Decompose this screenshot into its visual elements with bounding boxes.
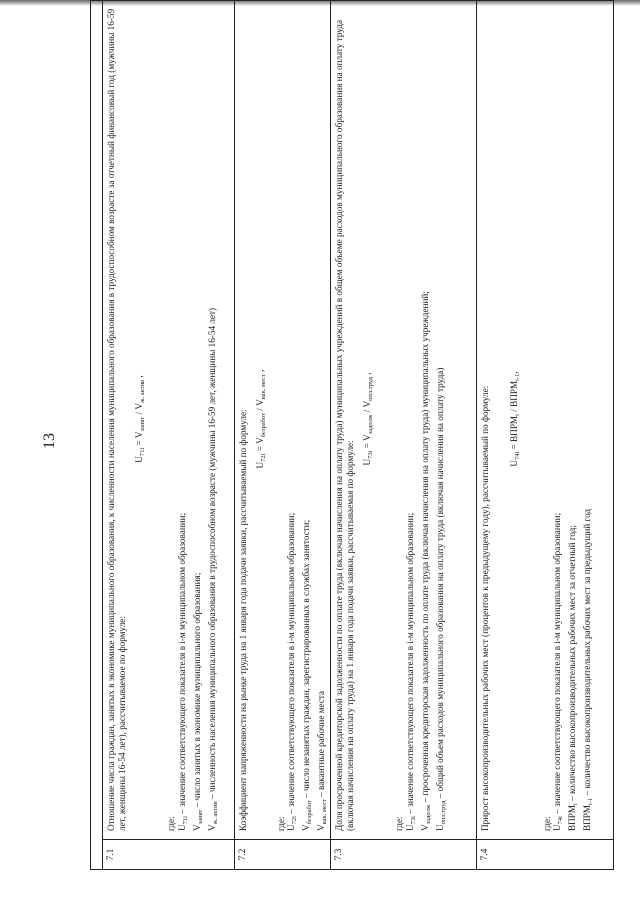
where-label: где: bbox=[275, 816, 286, 831]
definition: $ВПРМ_{i-1}$ – количество высокопроизводительных рабочих мест за предыдущий год bbox=[581, 508, 594, 831]
row-content bbox=[238, 7, 331, 831]
definition: $U_{72i}$ – значение соответствующего показателя в i-м муниципальном образовании; bbox=[286, 512, 299, 831]
formula: $U_{73i} = V_{задолж} / V_{опл.труд}$ , bbox=[361, 372, 374, 466]
row-content bbox=[106, 7, 222, 831]
table-row-7-3 bbox=[331, 1, 477, 869]
definition: $ВПРМ_i$ – количество высокопроизводительных рабочих мест за отчетный год; bbox=[567, 525, 580, 831]
definition: $U_{опл.труд}$ – общий объем расходов муниципального образования на оплату труда (включая начисления на оплату труда) bbox=[434, 367, 447, 831]
table-row-7-2 bbox=[235, 1, 331, 869]
rotated-page-content bbox=[90, 0, 640, 870]
row-number: 7.3 bbox=[331, 839, 476, 869]
indicator-description: Коэффициент напряженности на рынке труда на 1 января года подачи заявки, рассчитываемый по формуле: bbox=[238, 409, 248, 831]
where-label: где: bbox=[166, 816, 177, 831]
row-number: 7.4 bbox=[477, 839, 613, 869]
definition: $U_{73i}$ – значение соответствующего показателя в i-м муниципальном образовании; bbox=[405, 512, 418, 831]
row-content bbox=[480, 7, 597, 831]
table-row-7-1 bbox=[103, 1, 235, 869]
row-content bbox=[334, 7, 450, 831]
definition: $U_{74i}$ – значение соответствующего показателя в i-м муниципальном образовании; bbox=[552, 512, 565, 831]
definition: $V_{занят}$ – число занятых в экономике муниципального образования; bbox=[191, 572, 204, 831]
definition: $V_{ж. актив}$ – численность населения муниципального образования в трудоспособном возрасте (мужчины 16-59 лет, женщины 16-54 лет) bbox=[206, 307, 219, 831]
indicator-description: Прирост высокопроизводительных рабочих мест (процентов к предыдущему году), рассчитываемый по формуле: bbox=[480, 385, 490, 831]
row-number: 7.1 bbox=[103, 839, 234, 869]
definition: $V_{безработ}$ – число незанятых граждан, зарегистрированных в службах занятости; bbox=[301, 519, 314, 831]
table-top-strip bbox=[91, 1, 103, 869]
formula: $U_{71i} = V_{занят} / V_{ж. актив}$ , bbox=[133, 375, 146, 463]
table-row-7-4 bbox=[477, 1, 613, 869]
row-number: 7.2 bbox=[235, 839, 330, 869]
formula: $U_{74i}$ = $ВПРМ_i$ / $ВПРМ_{i-1}$, bbox=[508, 371, 521, 467]
definition: $U_{71i}$ – значение соответствующего показателя в i-м муниципальном образовании; bbox=[177, 512, 190, 831]
indicator-description: Отношение числа граждан, занятых в экономике муниципального образования, к численности населения муниципального образования в трудоспособном возрасте за отчетный финансовый год (мужчины 16-59 лет, женщины 16-54 лет), рассчитываемое по формуле: bbox=[106, 8, 127, 831]
where-label: где: bbox=[541, 816, 552, 831]
page-number: 13 bbox=[41, 433, 58, 449]
where-label: где: bbox=[394, 816, 405, 831]
indicator-description: Доля просроченной кредиторской задолженности по оплате труда (включая начисления на оплату труда) муниципальных учреждений в общем объеме расходов муниципального образования на оплату труда (включая начисления на оплату труда) на 1 января года подачи заявки, рассчитываемая по формуле: bbox=[334, 19, 355, 831]
criteria-table bbox=[90, 0, 614, 870]
formula: $U_{72i} = V_{безработ} / V_{вак. мест}$ , bbox=[254, 369, 267, 469]
definition: $V_{задолж}$ – просроченная кредиторская задолженность по оплате труда (включая начисления на оплату труда) муниципальных учреждений; bbox=[419, 291, 432, 831]
definition: $V_{вак. мест}$ – вакантные рабочие места bbox=[315, 690, 328, 831]
